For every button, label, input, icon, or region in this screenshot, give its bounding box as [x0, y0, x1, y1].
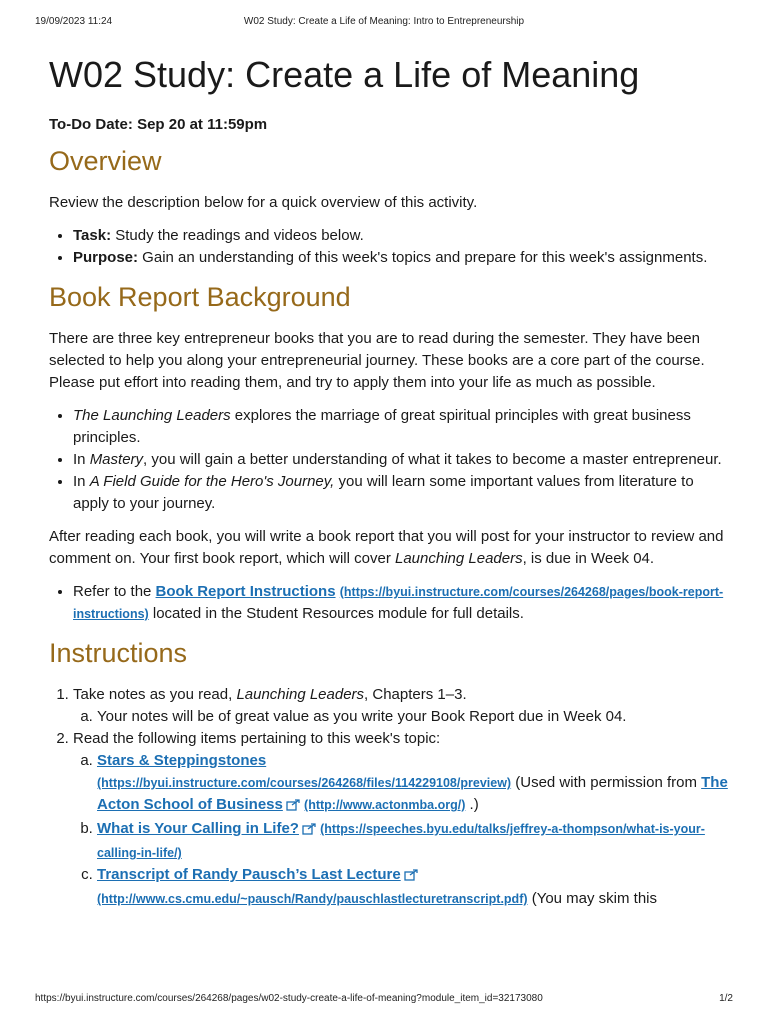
overview-heading: Overview — [49, 146, 162, 176]
book3-title: A Field Guide for the Hero's Journey, — [89, 473, 335, 490]
step2-sublist — [73, 750, 729, 910]
overview-list — [49, 225, 729, 269]
todo-value: Sep 20 at 11:59pm — [137, 116, 268, 133]
list-item — [97, 818, 729, 864]
book1-title: The Launching Leaders — [73, 407, 231, 424]
list-item — [73, 225, 729, 247]
instructions-list — [49, 684, 729, 910]
calling-in-life-url[interactable]: (https://speeches.byu.edu/talks/jeffrey-a-thompson/what-is-your-calling-in-life/) — [97, 822, 705, 860]
instructions-heading: Instructions — [49, 638, 188, 668]
item-a-post1: (Used with permission from — [511, 774, 702, 791]
list-item: a. Your notes will be of great value as you write your Book Report due in Week 04. — [97, 706, 729, 728]
print-url: https://byui.instructure.com/courses/264268/pages/w02-study-create-a-life-of-meaning?module_item_id=32173080 — [35, 993, 543, 1004]
list-item — [73, 728, 729, 910]
book2-text: , you will gain a better understanding of what it takes to become a master entrepreneur. — [143, 451, 722, 468]
refer-list — [49, 581, 729, 625]
step1-title: Launching Leaders — [236, 686, 365, 703]
book-report-heading: Book Report Background — [49, 282, 351, 312]
book2-title: Mastery — [89, 451, 144, 468]
print-header — [0, 16, 768, 30]
list-item — [73, 581, 729, 625]
book2-pre: In — [73, 451, 90, 468]
list-item — [73, 684, 729, 728]
after-pre: After reading each book, you will write a book report that you will post for your instructor to review and comment on. Your first book report, which will cover — [49, 528, 724, 567]
task-label: Task: — [73, 227, 112, 244]
stars-steppingstones-url[interactable]: (https://byui.instructure.com/courses/264268/files/114229108/preview) — [97, 776, 512, 790]
book-report-intro: There are three key entrepreneur books that you are to read during the semester. They have been selected to help you along your entrepreneurial journey. These books are a core part of the course. Please put effort into reading them, and try to apply them into your life as much as possible. — [49, 330, 705, 391]
page-number: 1/2 — [719, 993, 733, 1004]
external-link-icon[interactable] — [286, 796, 300, 818]
list-item — [73, 471, 729, 515]
page-content — [49, 52, 729, 921]
after-title: Launching Leaders — [394, 550, 523, 567]
list-item — [97, 750, 729, 818]
print-footer — [0, 993, 768, 1007]
book1-text: explores the marriage of great spiritual principles with great business principles. — [73, 407, 691, 446]
acton-school-link[interactable]: The Acton School of Business — [97, 774, 728, 813]
step1-pre: Take notes as you read, — [73, 686, 237, 703]
last-lecture-link[interactable]: Transcript of Randy Pausch’s Last Lecture — [97, 866, 401, 883]
stars-steppingstones-link[interactable]: Stars & Steppingstones — [97, 752, 267, 769]
list-item — [73, 247, 729, 269]
print-title: W02 Study: Create a Life of Meaning: Intro to Entrepreneurship — [243, 16, 525, 27]
last-lecture-url[interactable]: (http://www.cs.cmu.edu/~pausch/Randy/pauschlastlecturetranscript.pdf) — [97, 892, 528, 906]
overview-intro: Review the description below for a quick overview of this activity. — [49, 194, 478, 211]
list-item — [73, 405, 729, 449]
list-item — [73, 449, 729, 471]
book-list — [49, 405, 729, 515]
book-report-after — [49, 526, 729, 570]
print-date: 19/09/2023 11:24 — [35, 16, 113, 27]
task-text: Study the readings and videos below. — [111, 227, 364, 244]
book-report-instructions-link[interactable]: Book Report Instructions — [155, 583, 336, 600]
external-link-icon[interactable] — [302, 820, 316, 842]
todo-label: To-Do Date: — [49, 116, 133, 133]
calling-in-life-link[interactable]: What is Your Calling in Life? — [97, 820, 299, 837]
item-c-post: (You may skim this — [527, 890, 658, 907]
item-a-post2: .) — [465, 796, 479, 813]
acton-school-url[interactable]: (http://www.actonmba.org/) — [304, 798, 466, 812]
list-item — [97, 864, 729, 910]
book3-text: you will learn some important values from literature to apply to your journey. — [73, 473, 694, 512]
after-post: , is due in Week 04. — [522, 550, 655, 567]
refer-pre: Refer to the — [73, 583, 156, 600]
purpose-text: Gain an understanding of this week's topics and prepare for this week's assignments. — [138, 249, 708, 266]
book3-pre: In — [73, 473, 90, 490]
refer-post: located in the Student Resources module for full details. — [148, 605, 524, 622]
external-link-icon[interactable] — [404, 866, 418, 888]
step2-text: Read the following items pertaining to this week's topic: — [73, 730, 441, 747]
book-report-instructions-url[interactable]: (https://byui.instructure.com/courses/264268/pages/book-report-instructions) — [73, 585, 724, 621]
purpose-label: Purpose: — [73, 249, 139, 266]
page-title: W02 Study: Create a Life of Meaning — [49, 54, 640, 95]
step1-sublist — [73, 706, 729, 728]
todo-date — [49, 115, 729, 135]
step1-post: , Chapters 1–3. — [364, 686, 467, 703]
